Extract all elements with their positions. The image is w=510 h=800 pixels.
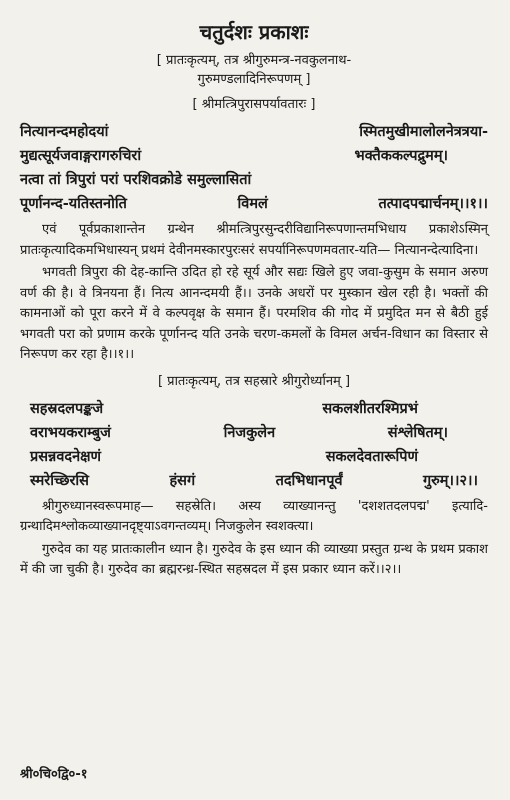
- commentary-paragraph-2: श्रीगुरुध्यानस्वरूपमाह— सहस्रेति। अस्य व्याख्यानन्तु 'दशशतदलपद्म' इत्यादि-ग्रन्थादिमश्लोकव्याख्यानदृष्ट्याऽवगन्तव्यम्। निजकुलेन स्वशक्त्या।: [20, 498, 488, 534]
- verse-text: वराभयकराम्बुजं: [30, 424, 111, 441]
- verse-2-line-2: [20, 421, 488, 445]
- verse-text: निजकुलेन: [223, 424, 276, 441]
- hindi-paragraph-1: भगवती त्रिपुरा की देह-कान्ति उदित हो रहे सूर्य और सद्यः खिले हुए जवा-कुसुम के समान अरुण वर्ण की है। वे त्रिनयना हैं। नित्य आनन्दमयी हैं।। उनके अधरों पर मुस्कान खेल रही है। भक्तों की कामनाओं को पूरा करने में वे कल्पवृक्ष के समान हैं। परमशिव की गोद में प्रमुदित मन से बैठी हुई भगवती परा को प्रणाम करके पूर्णानन्द यति उनके चरण-कमलों के विमल अर्चन-विधान का विस्तार से निरूपण कर रहा है।।१।।: [20, 265, 488, 362]
- verse-text: संश्लेषितम्।: [387, 424, 448, 441]
- verse-text: स्मरेच्छिरसि: [30, 472, 89, 489]
- verse-1-line-4: [20, 192, 488, 216]
- verse-1-line-2: [20, 144, 488, 168]
- section-note-1a: [ प्रातःकृत्यम्, तत्र श्रीगुरुमन्त्र-नवकुलनाथ-: [156, 53, 352, 68]
- verse-text: नित्यानन्दमहोदयां: [20, 124, 109, 140]
- verse-1-line-1: [20, 120, 488, 144]
- verse-text: तत्पादपद्मार्चनम्।।१।।: [378, 196, 488, 212]
- hindi-paragraph-2: गुरुदेव का यह प्रातःकालीन ध्यान है। गुरुदेव के इस ध्यान की व्याख्या प्रस्तुत ग्रन्थ के प्रथम प्रकाश में की जा चुकी है। गुरुदेव का ब्रह्मरन्ध्र-स्थित सहस्रदल में इस प्रकार ध्यान करें।।२।।: [20, 541, 488, 577]
- page-signature: श्री०चि०द्वि०-१: [20, 767, 88, 782]
- verse-text: मुद्यत्सूर्यजवाङ्गरागरुचिरां: [20, 148, 142, 164]
- chapter-title: चतुर्दशः प्रकाशः: [199, 20, 309, 44]
- verse-text: सकलशीतरश्मिप्रभं: [322, 400, 418, 417]
- verse-text: विमलं: [237, 196, 268, 212]
- section-note-2: [ श्रीमत्त्रिपुरासपर्यावतारः ]: [192, 97, 316, 112]
- verse-text: स्मितमुखीमालोलनेत्रत्रया-: [359, 124, 488, 140]
- section-note-1b: गुरुमण्डलादिनिरूपणम् ]: [197, 72, 311, 87]
- verse-2: [20, 397, 488, 493]
- verse-2-line-1: [20, 397, 488, 421]
- commentary-paragraph-1: एवं पूर्वप्रकाशान्तेन ग्रन्थेन श्रीमत्त्रिपुरसुन्दरीविद्यानिरूपणान्तमभिधाय प्रकाशेऽस्मिन् प्रातःकृत्यादिकमभिधास्यन् प्रथमं देवीनमस्कारपुरःसरं सपर्यानिरूपणमवतार-यति— नित्यानन्देत्यादिना।: [20, 222, 488, 258]
- verse-text: पूर्णानन्द-यतिस्तनोति: [20, 196, 127, 212]
- verse-2-line-3: [20, 445, 488, 469]
- verse-text: सकलदेवतारूपिणं: [325, 448, 418, 465]
- verse-text: भक्तैककल्पद्रुमम्।: [354, 148, 448, 164]
- verse-1-line-3: [20, 168, 488, 192]
- verse-text: हंसगं: [169, 472, 196, 489]
- verse-1: [20, 120, 488, 216]
- verse-text: गुरुम्।।२।।: [422, 472, 478, 489]
- verse-text: नत्वा तां त्रिपुरां परां परशिवक्रोडे समुल्लासितां: [20, 172, 252, 188]
- section-note-3: [ प्रातःकृत्यम्, तत्र सहस्रारे श्रीगुरोर्ध्यानम् ]: [157, 373, 351, 389]
- verse-text: सहस्रदलपङ्कजे: [30, 400, 104, 417]
- verse-2-line-4: [20, 469, 488, 493]
- verse-text: तदभिधानपूर्वं: [275, 472, 343, 489]
- verse-text: प्रसन्नवदनेक्षणं: [30, 448, 102, 465]
